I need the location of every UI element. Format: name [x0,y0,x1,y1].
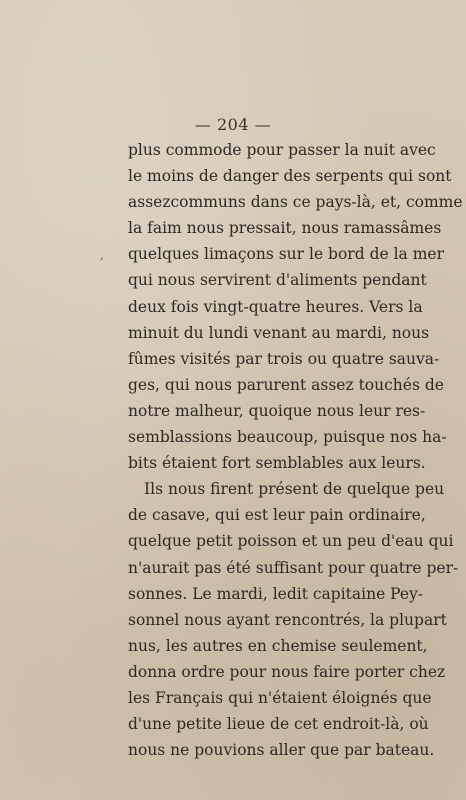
text-line: fûmes visités par trois ou quatre sauva- [128,349,440,368]
text-line: plus commode pour passer la nuit avec [128,141,436,159]
text-line: la faim nous pressait, nous ramassâmes [128,219,442,238]
text-line: donna ordre pour nous faire porter chez [128,662,446,681]
text-line: sonnel nous ayant rencontrés, la plupart [128,610,447,629]
text-line: nous ne pouvions aller que par bateau. [128,741,435,760]
text-line: notre malheur, quoique nous leur res- [128,401,426,420]
text-line: n'aurait pas été suffisant pour quatre per- [128,558,459,577]
page-number: — 204 — [194,115,272,134]
text-line: assezcommuns dans ce pays-là, et, comme [128,193,463,212]
text-line: qui nous servirent d'aliments pendant [128,271,427,290]
text-line: le moins de danger des serpents qui sont [128,167,452,186]
text-line: ges, qui nous parurent assez touchés de [128,375,444,394]
text-line: les Français qui n'étaient éloignés que [128,688,432,707]
text-line: bits étaient fort semblables aux leurs. [128,454,426,473]
text-line: nus, les autres en chemise seulement, [128,636,428,655]
text-line: quelques limaçons sur le bord de la mer [128,245,444,264]
text-line: deux fois vingt-quatre heures. Vers la [128,297,423,316]
text-line: semblassions beaucoup, puisque nos ha- [128,428,447,447]
text-line: Ils nous firent présent de quelque peu [144,480,445,499]
margin-mark: , [100,248,104,262]
text-line: quelque petit poisson et un peu d'eau qui [128,532,454,551]
text-line: d'une petite lieue de cet endroit-là, où [128,715,429,734]
body-text [128,137,463,763]
text-line: de casave, qui est leur pain ordinaire, [128,506,426,525]
text-line: minuit du lundi venant au mardi, nous [128,323,430,342]
text-line: sonnes. Le mardi, ledit capitaine Pey- [128,584,424,603]
